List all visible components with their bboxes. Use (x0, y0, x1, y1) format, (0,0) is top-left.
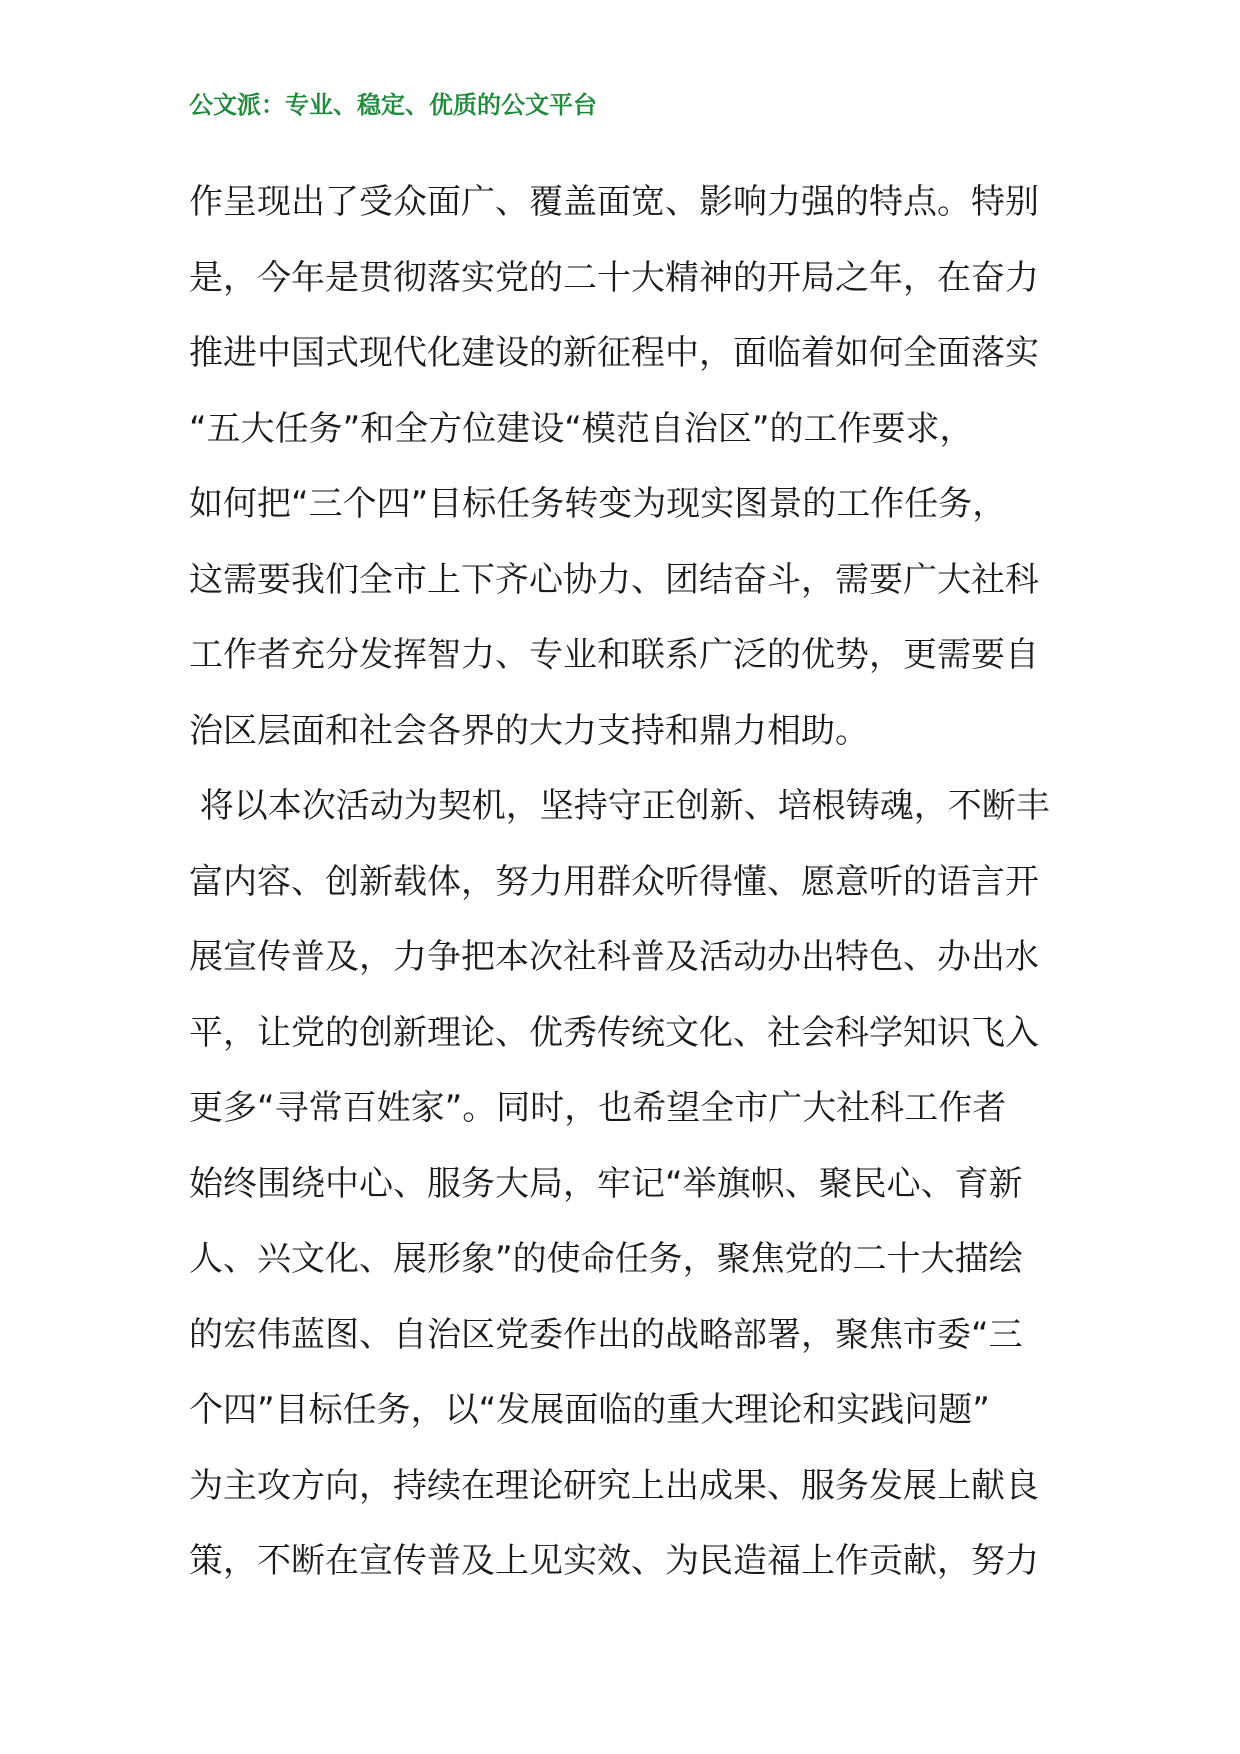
text-line: 为主攻方向，持续在理论研究上出成果、服务发展上献良 (189, 1465, 1039, 1506)
text-line: 这需要我们全市上下齐心协力、团结奋斗，需要广大社科 (189, 559, 1039, 600)
text-line: 更多“寻常百姓家”。同时，也希望全市广大社科工作者 (189, 1088, 1007, 1128)
paragraph-2 (189, 769, 1059, 1600)
text-line: 始终围绕中心、服务大局，牢记“举旗帜、聚民心、育新 (189, 1163, 1023, 1204)
text-line: 的宏伟蓝图、自治区党委作出的战略部署，聚焦市委“三 (189, 1314, 1023, 1355)
text-line: 工作者充分发挥智力、专业和联系广泛的优势，更需要自 (189, 635, 1039, 675)
text-line: 推进中国式现代化建设的新征程中，面临着如何全面落实 (189, 333, 1039, 373)
text-line: 作呈现出了受众面广、覆盖面宽、影响力强的特点。特别 (189, 182, 1039, 222)
text-line: 将以本次活动为契机，坚持守正创新、培根铸魂，不断丰 (189, 786, 1050, 826)
text-line: 平，让党的创新理论、优秀传统文化、社会科学知识飞入 (189, 1012, 1039, 1053)
document-body (189, 165, 1059, 1600)
text-line: 策，不断在宣传普及上见实效、为民造福上作贡献，努力 (189, 1541, 1039, 1581)
text-line: 人、兴文化、展形象”的使命任务，聚焦党的二十大描绘 (189, 1239, 1023, 1279)
text-line: 治区层面和社会各界的大力支持和鼎力相助。 (189, 710, 869, 751)
text-line: 展宣传普及，力争把本次社科普及活动办出特色、办出水 (189, 937, 1039, 977)
text-line: 富内容、创新载体，努力用群众听得懂、愿意听的语言开 (189, 861, 1039, 902)
page-header-title: 公文派：专业、稳定、优质的公文平台 (189, 90, 597, 119)
paragraph-1 (189, 165, 1059, 769)
text-line: “五大任务”和全方位建设“模范自治区”的工作要求， (189, 408, 974, 449)
text-line: 个四”目标任务，以“发展面临的重大理论和实践问题” (189, 1390, 990, 1430)
text-line: 如何把“三个四”目标任务转变为现实图景的工作任务， (189, 484, 1007, 524)
text-line: 是，今年是贯彻落实党的二十大精神的开局之年，在奋力 (189, 257, 1039, 298)
